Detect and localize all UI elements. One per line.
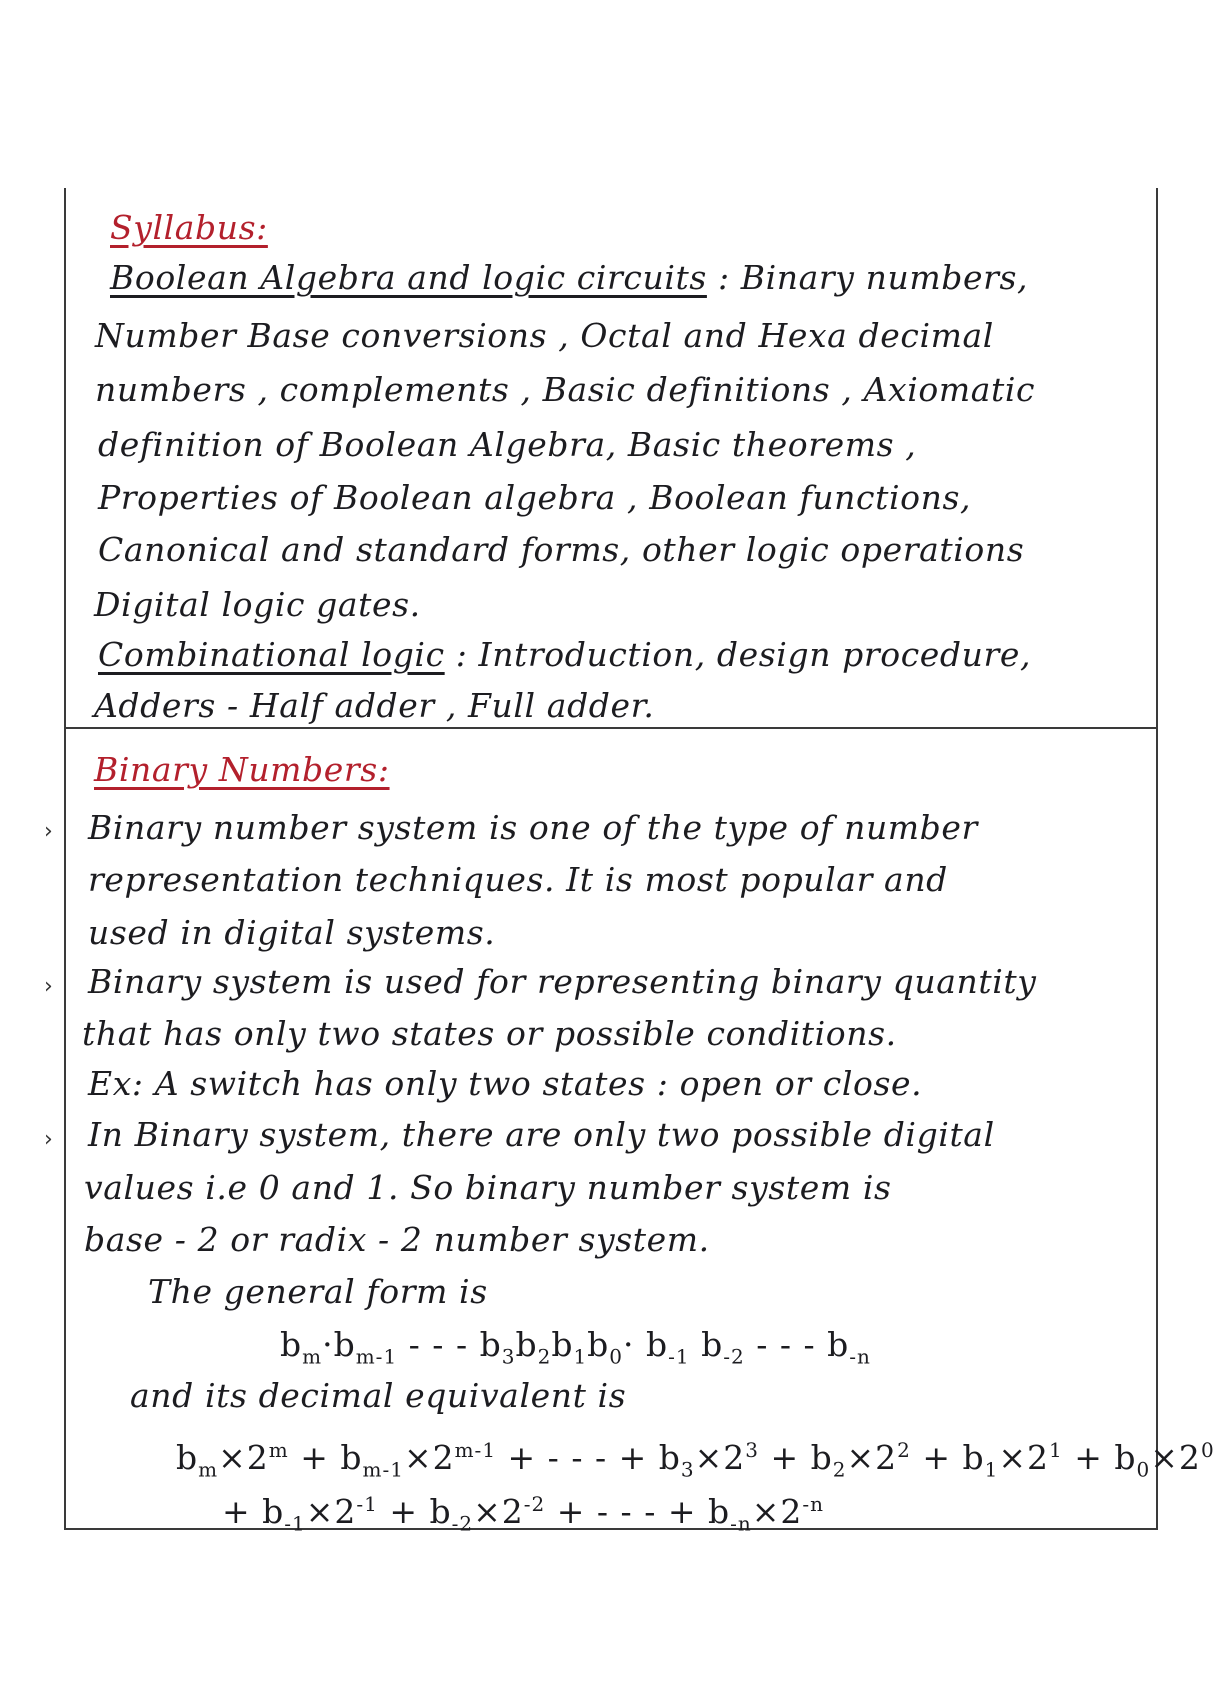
page-border-left xyxy=(64,188,66,1530)
decimal-equivalent-label: and its decimal equivalent is xyxy=(130,1376,627,1415)
binary-para-line-3: used in digital systems. xyxy=(88,913,496,952)
syllabus-line-3: numbers , complements , Basic definitions , Axiomatic xyxy=(95,370,1036,409)
binary-para-line-7: In Binary system, there are only two possible digital xyxy=(88,1115,995,1154)
binary-para-line-8: values i.e 0 and 1. So binary number system is xyxy=(84,1168,892,1207)
syllabus-topic-combinational: Combinational logic xyxy=(98,635,445,674)
binary-para-line-2: representation techniques. It is most popular and xyxy=(88,860,948,899)
binary-para-line-4: Binary system is used for representing binary quantity xyxy=(88,962,1037,1001)
binary-heading: Binary Numbers: xyxy=(94,750,390,789)
bullet-marker-1: › xyxy=(44,819,53,844)
syllabus-line-7: Digital logic gates. xyxy=(94,585,421,624)
general-form-label: The general form is xyxy=(148,1272,488,1311)
binary-para-line-5: that has only two states or possible conditions. xyxy=(82,1014,897,1053)
syllabus-line-9: Adders - Half adder , Full adder. xyxy=(94,686,655,725)
page-border-right xyxy=(1156,188,1158,1528)
syllabus-line-2: Number Base conversions , Octal and Hexa decimal xyxy=(95,316,994,355)
decimal-formula-line-2: + $b_{-1}\times 2^{-1} + b_{-2}\times 2^{-2}$ + - - - + $b_{-n}\times 2^{-n}$ xyxy=(222,1492,825,1536)
general-form-formula: $b_m\cdot b_{m-1}$ - - - $b_3b_2b_1b_0\cdot b_{-1}$ $b_{-2}$ - - - $b_{-n}$ xyxy=(280,1325,871,1369)
bullet-marker-2: › xyxy=(44,974,53,999)
decimal-formula-line-1: $b_m\times 2^m + b_{m-1}\times 2^{m-1}$ + - - - + $b_3\times 2^3 + b_2\times 2^2 + b_1\times 2^1 + b_0\times 2^0$ xyxy=(176,1438,1215,1482)
syllabus-topic-boolean-rest: : Binary numbers, xyxy=(706,258,1029,297)
bullet-marker-3: › xyxy=(44,1127,53,1152)
section-divider xyxy=(64,727,1158,729)
binary-example-line: Ex: A switch has only two states : open or close. xyxy=(88,1064,923,1103)
syllabus-line-6: Canonical and standard forms, other logic operations xyxy=(98,530,1025,569)
binary-para-line-9: base - 2 or radix - 2 number system. xyxy=(84,1220,710,1259)
syllabus-line-5: Properties of Boolean algebra , Boolean functions, xyxy=(98,478,972,517)
syllabus-topic-combinational-rest: : Introduction, design procedure, xyxy=(444,635,1032,674)
syllabus-line-1 xyxy=(110,258,1028,298)
syllabus-line-8 xyxy=(98,635,1031,675)
syllabus-heading: Syllabus: xyxy=(110,208,268,247)
syllabus-topic-boolean: Boolean Algebra and logic circuits xyxy=(110,258,707,297)
syllabus-line-4: definition of Boolean Algebra, Basic theorems , xyxy=(98,425,917,464)
binary-para-line-1: Binary number system is one of the type of number xyxy=(88,808,978,847)
